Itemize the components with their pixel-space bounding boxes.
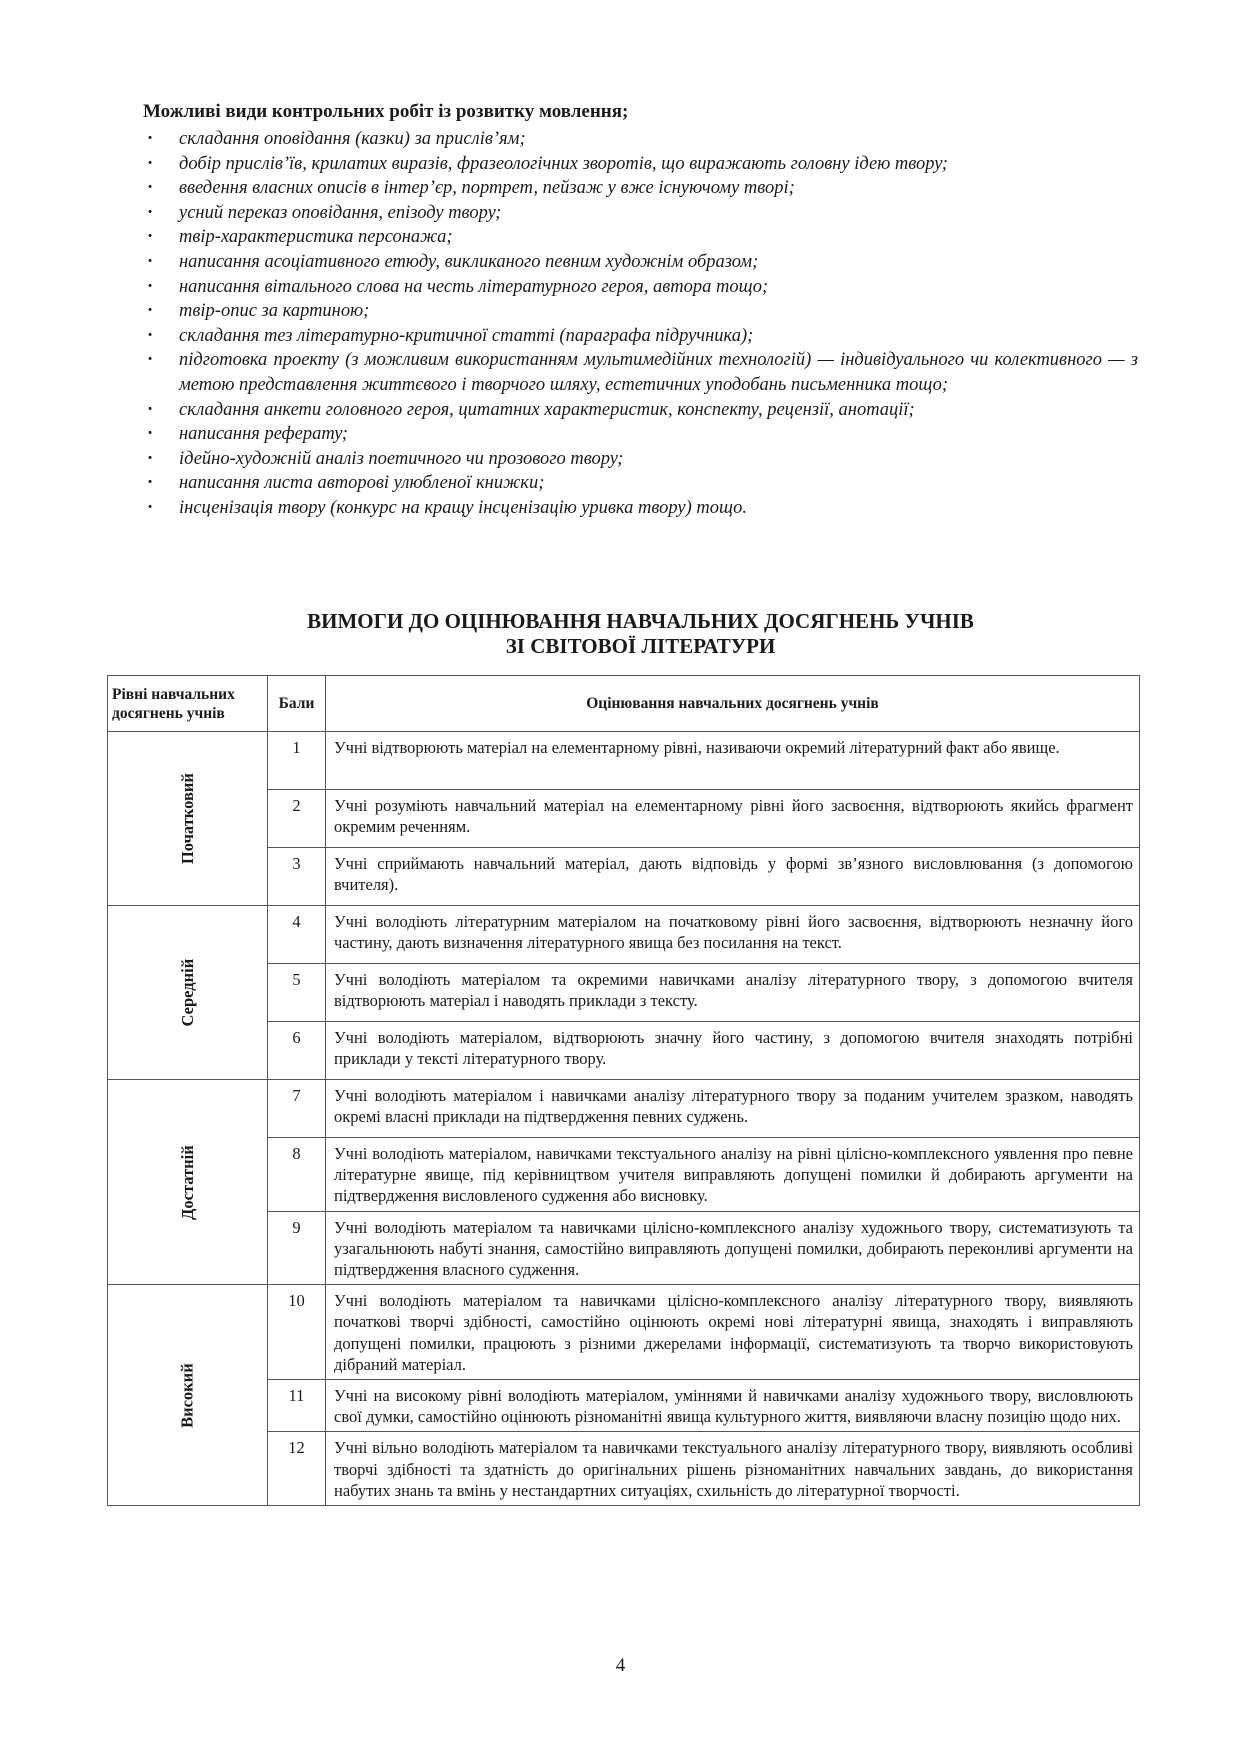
description-cell: Учні володіють матеріалом та окремими навичками аналізу літературного твору, з допомогою вчителя відтворюють матеріал і наводять приклади з тексту. [326, 964, 1140, 1022]
list-item [143, 398, 1138, 423]
points-cell: 1 [268, 732, 326, 790]
bullet-icon: · [147, 251, 154, 272]
list-item [143, 225, 1138, 250]
description-cell: Учні володіють матеріалом та навичками цілісно-комплексного аналізу літературного твору, виявляють початкові творчі здібності, самостійно оцінюють окремі нові літературні явища, знаходять і виправляють допущені помилки, працюють з різними джерелами інформації, систематизують та творчо використовують дібраний матеріал. [326, 1285, 1140, 1380]
bullet-icon: · [147, 473, 154, 494]
bullet-icon: · [147, 227, 154, 248]
description-cell: Учні розуміють навчальний матеріал на елементарному рівні його засвоєння, відтворюють якийсь фрагмент окремим реченням. [326, 790, 1140, 848]
bullet-icon: · [147, 129, 154, 149]
level-cell-high [108, 1285, 268, 1506]
list-item [143, 496, 1138, 521]
bullet-icon: · [147, 178, 154, 199]
description-cell: Учні володіють матеріалом і навичками аналізу літературного твору за поданим учителем зразком, наводять окремі власні приклади на підтвердження певних суджень. [326, 1080, 1140, 1138]
list-item [143, 201, 1138, 226]
header-levels: Рівні навчальних досягнень учнів [108, 676, 268, 732]
list-item [143, 348, 1138, 397]
table-header-row [108, 676, 1140, 732]
points-cell: 3 [268, 848, 326, 906]
level-cell-initial [108, 732, 268, 906]
bullet-icon: · [147, 424, 154, 445]
writing-tasks-heading: Можливі види контрольних робіт із розвитку мовлення; [143, 101, 629, 122]
list-item-text: підготовка проекту (з можливим використанням мультимедійних технологій) — індивідуального чи колективного — з метою представлення життєвого і творчого шляху, естетичних уподобань письменника тощо; [179, 350, 1138, 395]
section-title-line-2: ЗІ СВІТОВОЇ ЛІТЕРАТУРИ [505, 634, 776, 658]
points-cell: 10 [268, 1285, 326, 1380]
points-cell: 2 [268, 790, 326, 848]
points-cell: 7 [268, 1080, 326, 1138]
bullet-icon: · [147, 276, 154, 297]
page-number: 4 [615, 1655, 626, 1676]
table-row [108, 732, 1140, 790]
level-label: Середній [177, 958, 197, 1027]
bullet-icon: · [147, 153, 154, 174]
bullet-icon: · [147, 325, 154, 346]
list-item [143, 275, 1138, 300]
section-title-line-1: ВИМОГИ ДО ОЦІНЮВАННЯ НАВЧАЛЬНИХ ДОСЯГНЕНЬ УЧНІВ [307, 609, 974, 633]
list-item [143, 152, 1138, 177]
description-cell: Учні володіють матеріалом, навичками текстуального аналізу на рівні цілісно-комплексного уявлення про певне літературне явище, під керівництвом учителя виправляють допущені помилки й добирають аргументи на підтвердження висловленого судження або висновку. [326, 1138, 1140, 1212]
list-item-text: твір-опис за картиною; [179, 301, 370, 322]
table-row [108, 1285, 1140, 1380]
list-item [143, 299, 1138, 324]
description-cell: Учні сприймають навчальний матеріал, дають відповідь у формі зв’язного висловлювання (з допомогою вчителя). [326, 848, 1140, 906]
list-item-text: інсценізація твору (конкурс на кращу інсценізацію уривка твору) тощо. [179, 497, 748, 518]
header-points: Бали [268, 676, 326, 732]
list-item-text: складання анкети головного героя, цитатних характеристик, конспекту, рецензії, анотації; [179, 399, 915, 420]
description-cell: Учні володіють матеріалом, відтворюють значну його частину, з допомогою вчителя знаходять потрібні приклади у тексті літературного твору. [326, 1022, 1140, 1080]
bullet-icon: · [147, 399, 154, 420]
list-item-text: написання листа авторові улюбленої книжки; [179, 473, 545, 494]
level-label: Початковий [177, 773, 197, 864]
bullet-icon: · [147, 301, 154, 322]
table-row [108, 1080, 1140, 1138]
list-item-text: написання асоціативного етюду, викликаного певним художнім образом; [179, 251, 759, 272]
list-item [143, 176, 1138, 201]
list-item [143, 324, 1138, 349]
level-cell-sufficient [108, 1080, 268, 1285]
section-title [143, 609, 1138, 659]
points-cell: 6 [268, 1022, 326, 1080]
list-item [143, 422, 1138, 447]
grading-table [107, 675, 1140, 1506]
bullet-icon: · [147, 350, 154, 371]
header-evaluation: Оцінювання навчальних досягнень учнів [326, 676, 1140, 732]
bullet-icon: · [147, 202, 154, 223]
list-item-text: усний переказ оповідання, епізоду твору; [179, 202, 502, 223]
writing-tasks-list [143, 127, 1138, 521]
points-cell: 8 [268, 1138, 326, 1212]
description-cell: Учні володіють літературним матеріалом на початковому рівні його засвоєння, відтворюють незначну його частину, дають визначення літературного явища без посилання на текст. [326, 906, 1140, 964]
description-cell: Учні володіють матеріалом та навичками цілісно-комплексного аналізу художнього твору, систематизують та узагальнюють набуті знання, самостійно виправляють допущені помилки, добирають переконливі аргументи на підтвердження власного судження. [326, 1211, 1140, 1285]
bullet-icon: · [147, 497, 154, 518]
list-item [143, 127, 1138, 152]
bullet-icon: · [147, 448, 154, 469]
list-item-text: складання оповідання (казки) за прислів’ям; [179, 129, 526, 149]
list-item-text: написання реферату; [179, 424, 348, 445]
level-label: Високий [177, 1362, 197, 1428]
list-item [143, 447, 1138, 472]
points-cell: 9 [268, 1211, 326, 1285]
points-cell: 5 [268, 964, 326, 1022]
list-item-text: складання тез літературно-критичної статті (параграфа підручника); [179, 325, 754, 346]
list-item-text: ідейно-художній аналіз поетичного чи прозового твору; [179, 448, 624, 469]
list-item [143, 471, 1138, 496]
list-item-text: введення власних описів в інтер’єр, портрет, пейзаж у вже існуючому творі; [179, 178, 795, 199]
points-cell: 11 [268, 1380, 326, 1432]
description-cell: Учні на високому рівні володіють матеріалом, уміннями й навичками аналізу художнього твору, висловлюють свої думки, самостійно оцінюють різноманітні явища культурного життя, виявляючи власну позицію щодо них. [326, 1380, 1140, 1432]
points-cell: 4 [268, 906, 326, 964]
list-item-text: написання вітального слова на честь літературного героя, автора тощо; [179, 276, 769, 297]
points-cell: 12 [268, 1432, 326, 1506]
table-row [108, 906, 1140, 964]
list-item-text: твір-характеристика персонажа; [179, 227, 453, 248]
level-cell-intermediate [108, 906, 268, 1080]
description-cell: Учні вільно володіють матеріалом та навичками текстуального аналізу літературного твору, виявляють особливі творчі здібності та здатність до оригінальних рішень різноманітних навчальних завдань, до використання набутих знань та вмінь у нестандартних ситуаціях, схильність до літературної творчості. [326, 1432, 1140, 1506]
description-cell: Учні відтворюють матеріал на елементарному рівні, називаючи окремий літературний факт або явище. [326, 732, 1140, 790]
level-label: Достатній [177, 1144, 197, 1220]
list-item [143, 250, 1138, 275]
list-item-text: добір прислів’їв, крилатих виразів, фразеологічних зворотів, що виражають головну ідею твору; [179, 153, 948, 174]
